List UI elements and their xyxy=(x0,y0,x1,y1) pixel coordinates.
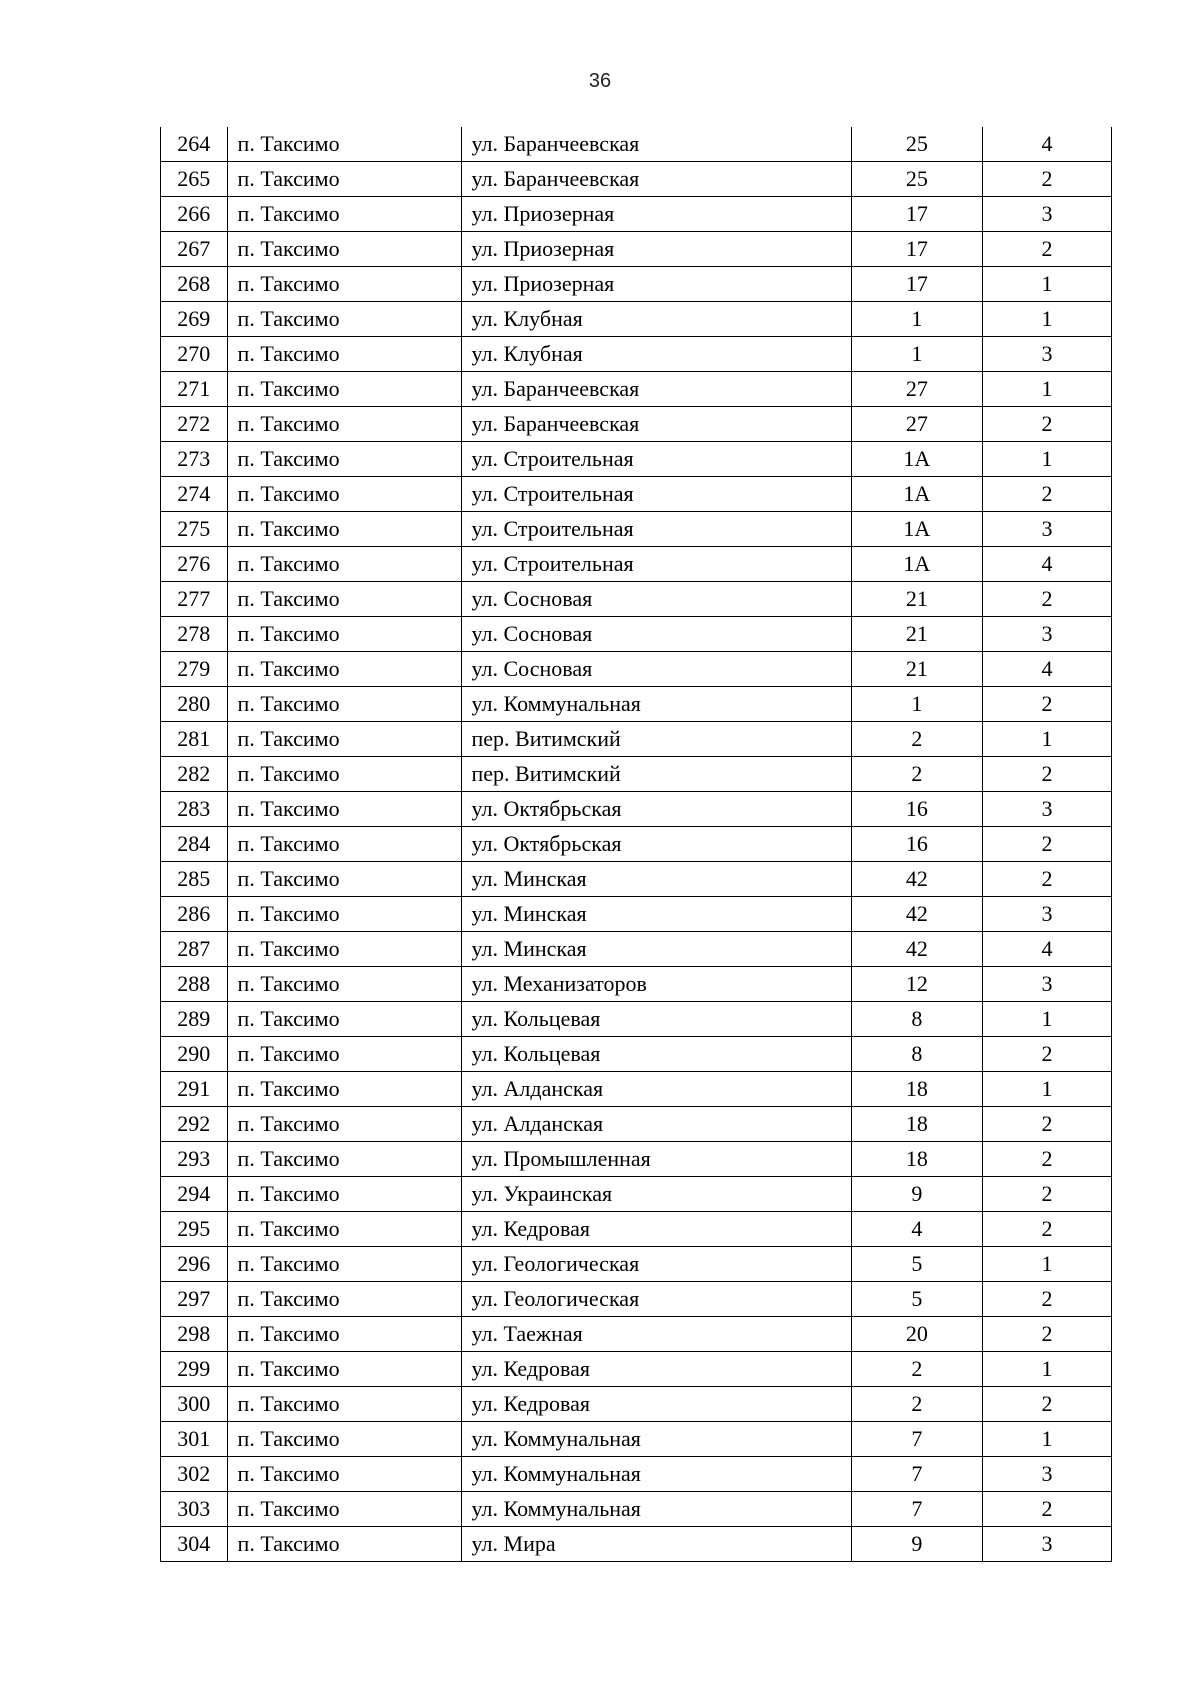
street-cell: ул. Минская xyxy=(461,897,851,932)
row-number-cell: 278 xyxy=(161,617,228,652)
row-number-cell: 280 xyxy=(161,687,228,722)
apartment-number-cell: 1 xyxy=(982,1247,1111,1282)
table-row xyxy=(161,687,1112,722)
apartment-number-cell: 1 xyxy=(982,1352,1111,1387)
row-number-cell: 265 xyxy=(161,162,228,197)
house-number-cell: 21 xyxy=(851,652,982,687)
apartment-number-cell: 3 xyxy=(982,792,1111,827)
table-row xyxy=(161,337,1112,372)
street-cell: ул. Кольцевая xyxy=(461,1037,851,1072)
table-row xyxy=(161,372,1112,407)
table-row xyxy=(161,582,1112,617)
street-cell: ул. Промышленная xyxy=(461,1142,851,1177)
table-row xyxy=(161,967,1112,1002)
street-cell: ул. Кедровая xyxy=(461,1352,851,1387)
apartment-number-cell: 2 xyxy=(982,1492,1111,1527)
table-row xyxy=(161,897,1112,932)
house-number-cell: 42 xyxy=(851,897,982,932)
apartment-number-cell: 4 xyxy=(982,127,1111,162)
street-cell: ул. Баранчеевская xyxy=(461,162,851,197)
row-number-cell: 277 xyxy=(161,582,228,617)
street-cell: ул. Коммунальная xyxy=(461,1457,851,1492)
table-row xyxy=(161,1107,1112,1142)
house-number-cell: 8 xyxy=(851,1002,982,1037)
row-number-cell: 290 xyxy=(161,1037,228,1072)
row-number-cell: 272 xyxy=(161,407,228,442)
settlement-cell: п. Таксимо xyxy=(227,1387,461,1422)
apartment-number-cell: 2 xyxy=(982,862,1111,897)
house-number-cell: 21 xyxy=(851,617,982,652)
house-number-cell: 17 xyxy=(851,232,982,267)
row-number-cell: 295 xyxy=(161,1212,228,1247)
house-number-cell: 7 xyxy=(851,1492,982,1527)
row-number-cell: 273 xyxy=(161,442,228,477)
apartment-number-cell: 2 xyxy=(982,582,1111,617)
settlement-cell: п. Таксимо xyxy=(227,1492,461,1527)
table-row xyxy=(161,757,1112,792)
house-number-cell: 25 xyxy=(851,162,982,197)
apartment-number-cell: 2 xyxy=(982,1037,1111,1072)
table-row xyxy=(161,162,1112,197)
row-number-cell: 283 xyxy=(161,792,228,827)
apartment-number-cell: 1 xyxy=(982,302,1111,337)
table-row xyxy=(161,232,1112,267)
settlement-cell: п. Таксимо xyxy=(227,862,461,897)
table-row xyxy=(161,547,1112,582)
settlement-cell: п. Таксимо xyxy=(227,547,461,582)
street-cell: ул. Минская xyxy=(461,862,851,897)
house-number-cell: 12 xyxy=(851,967,982,1002)
street-cell: ул. Баранчеевская xyxy=(461,372,851,407)
apartment-number-cell: 4 xyxy=(982,652,1111,687)
settlement-cell: п. Таксимо xyxy=(227,932,461,967)
street-cell: пер. Витимский xyxy=(461,757,851,792)
settlement-cell: п. Таксимо xyxy=(227,582,461,617)
house-number-cell: 42 xyxy=(851,932,982,967)
street-cell: ул. Октябрьская xyxy=(461,827,851,862)
house-number-cell: 18 xyxy=(851,1142,982,1177)
apartment-number-cell: 2 xyxy=(982,757,1111,792)
row-number-cell: 289 xyxy=(161,1002,228,1037)
apartment-number-cell: 1 xyxy=(982,1072,1111,1107)
street-cell: ул. Приозерная xyxy=(461,267,851,302)
apartment-number-cell: 1 xyxy=(982,442,1111,477)
row-number-cell: 303 xyxy=(161,1492,228,1527)
settlement-cell: п. Таксимо xyxy=(227,1107,461,1142)
settlement-cell: п. Таксимо xyxy=(227,1317,461,1352)
street-cell: ул. Сосновая xyxy=(461,652,851,687)
table-row xyxy=(161,127,1112,162)
house-number-cell: 18 xyxy=(851,1107,982,1142)
house-number-cell: 2 xyxy=(851,1352,982,1387)
house-number-cell: 8 xyxy=(851,1037,982,1072)
row-number-cell: 276 xyxy=(161,547,228,582)
table-row xyxy=(161,932,1112,967)
house-number-cell: 1 xyxy=(851,337,982,372)
settlement-cell: п. Таксимо xyxy=(227,442,461,477)
table-row xyxy=(161,1002,1112,1037)
row-number-cell: 298 xyxy=(161,1317,228,1352)
street-cell: ул. Коммунальная xyxy=(461,1422,851,1457)
settlement-cell: п. Таксимо xyxy=(227,1457,461,1492)
settlement-cell: п. Таксимо xyxy=(227,162,461,197)
street-cell: ул. Кедровая xyxy=(461,1212,851,1247)
street-cell: ул. Кольцевая xyxy=(461,1002,851,1037)
house-number-cell: 4 xyxy=(851,1212,982,1247)
apartment-number-cell: 3 xyxy=(982,512,1111,547)
apartment-number-cell: 2 xyxy=(982,827,1111,862)
street-cell: ул. Украинская xyxy=(461,1177,851,1212)
house-number-cell: 2 xyxy=(851,757,982,792)
row-number-cell: 264 xyxy=(161,127,228,162)
apartment-number-cell: 2 xyxy=(982,407,1111,442)
address-table xyxy=(160,127,1112,1562)
apartment-number-cell: 3 xyxy=(982,1457,1111,1492)
apartment-number-cell: 2 xyxy=(982,687,1111,722)
settlement-cell: п. Таксимо xyxy=(227,407,461,442)
street-cell: ул. Строительная xyxy=(461,477,851,512)
street-cell: ул. Строительная xyxy=(461,442,851,477)
table-row xyxy=(161,1527,1112,1562)
street-cell: ул. Коммунальная xyxy=(461,687,851,722)
row-number-cell: 297 xyxy=(161,1282,228,1317)
street-cell: ул. Таежная xyxy=(461,1317,851,1352)
apartment-number-cell: 1 xyxy=(982,372,1111,407)
table-row xyxy=(161,1492,1112,1527)
apartment-number-cell: 4 xyxy=(982,932,1111,967)
table-row xyxy=(161,1352,1112,1387)
table-row xyxy=(161,1457,1112,1492)
row-number-cell: 294 xyxy=(161,1177,228,1212)
settlement-cell: п. Таксимо xyxy=(227,722,461,757)
house-number-cell: 7 xyxy=(851,1457,982,1492)
apartment-number-cell: 2 xyxy=(982,1387,1111,1422)
house-number-cell: 16 xyxy=(851,792,982,827)
settlement-cell: п. Таксимо xyxy=(227,267,461,302)
row-number-cell: 287 xyxy=(161,932,228,967)
house-number-cell: 25 xyxy=(851,127,982,162)
table-row xyxy=(161,1072,1112,1107)
settlement-cell: п. Таксимо xyxy=(227,1212,461,1247)
settlement-cell: п. Таксимо xyxy=(227,617,461,652)
street-cell: пер. Витимский xyxy=(461,722,851,757)
house-number-cell: 1А xyxy=(851,477,982,512)
row-number-cell: 286 xyxy=(161,897,228,932)
row-number-cell: 284 xyxy=(161,827,228,862)
settlement-cell: п. Таксимо xyxy=(227,652,461,687)
house-number-cell: 17 xyxy=(851,197,982,232)
apartment-number-cell: 1 xyxy=(982,1422,1111,1457)
table-row xyxy=(161,407,1112,442)
street-cell: ул. Геологическая xyxy=(461,1282,851,1317)
table-row xyxy=(161,1282,1112,1317)
row-number-cell: 266 xyxy=(161,197,228,232)
apartment-number-cell: 3 xyxy=(982,897,1111,932)
house-number-cell: 18 xyxy=(851,1072,982,1107)
table-row xyxy=(161,477,1112,512)
table-row xyxy=(161,1037,1112,1072)
street-cell: ул. Минская xyxy=(461,932,851,967)
house-number-cell: 5 xyxy=(851,1247,982,1282)
house-number-cell: 2 xyxy=(851,1387,982,1422)
apartment-number-cell: 1 xyxy=(982,1002,1111,1037)
apartment-number-cell: 2 xyxy=(982,1212,1111,1247)
street-cell: ул. Баранчеевская xyxy=(461,407,851,442)
apartment-number-cell: 2 xyxy=(982,1317,1111,1352)
settlement-cell: п. Таксимо xyxy=(227,1422,461,1457)
settlement-cell: п. Таксимо xyxy=(227,897,461,932)
apartment-number-cell: 4 xyxy=(982,547,1111,582)
row-number-cell: 299 xyxy=(161,1352,228,1387)
row-number-cell: 301 xyxy=(161,1422,228,1457)
apartment-number-cell: 1 xyxy=(982,722,1111,757)
settlement-cell: п. Таксимо xyxy=(227,827,461,862)
table-row xyxy=(161,512,1112,547)
house-number-cell: 20 xyxy=(851,1317,982,1352)
table-row xyxy=(161,1317,1112,1352)
street-cell: ул. Сосновая xyxy=(461,617,851,652)
page-number: 36 xyxy=(588,70,612,92)
table-row xyxy=(161,1387,1112,1422)
house-number-cell: 1А xyxy=(851,547,982,582)
house-number-cell: 5 xyxy=(851,1282,982,1317)
table-row xyxy=(161,1212,1112,1247)
street-cell: ул. Клубная xyxy=(461,337,851,372)
house-number-cell: 17 xyxy=(851,267,982,302)
table-row xyxy=(161,862,1112,897)
street-cell: ул. Строительная xyxy=(461,512,851,547)
row-number-cell: 268 xyxy=(161,267,228,302)
settlement-cell: п. Таксимо xyxy=(227,372,461,407)
street-cell: ул. Октябрьская xyxy=(461,792,851,827)
row-number-cell: 274 xyxy=(161,477,228,512)
street-cell: ул. Строительная xyxy=(461,547,851,582)
settlement-cell: п. Таксимо xyxy=(227,1282,461,1317)
street-cell: ул. Баранчеевская xyxy=(461,127,851,162)
row-number-cell: 267 xyxy=(161,232,228,267)
settlement-cell: п. Таксимо xyxy=(227,127,461,162)
row-number-cell: 279 xyxy=(161,652,228,687)
table-row xyxy=(161,652,1112,687)
apartment-number-cell: 2 xyxy=(982,1282,1111,1317)
row-number-cell: 270 xyxy=(161,337,228,372)
house-number-cell: 16 xyxy=(851,827,982,862)
settlement-cell: п. Таксимо xyxy=(227,792,461,827)
apartment-number-cell: 3 xyxy=(982,967,1111,1002)
settlement-cell: п. Таксимо xyxy=(227,232,461,267)
settlement-cell: п. Таксимо xyxy=(227,1142,461,1177)
street-cell: ул. Геологическая xyxy=(461,1247,851,1282)
apartment-number-cell: 2 xyxy=(982,162,1111,197)
table-row xyxy=(161,302,1112,337)
house-number-cell: 1А xyxy=(851,442,982,477)
apartment-number-cell: 2 xyxy=(982,232,1111,267)
row-number-cell: 293 xyxy=(161,1142,228,1177)
table-row xyxy=(161,722,1112,757)
street-cell: ул. Мира xyxy=(461,1527,851,1562)
table-row xyxy=(161,827,1112,862)
house-number-cell: 21 xyxy=(851,582,982,617)
apartment-number-cell: 2 xyxy=(982,1107,1111,1142)
house-number-cell: 9 xyxy=(851,1527,982,1562)
apartment-number-cell: 2 xyxy=(982,477,1111,512)
settlement-cell: п. Таксимо xyxy=(227,757,461,792)
house-number-cell: 27 xyxy=(851,407,982,442)
row-number-cell: 302 xyxy=(161,1457,228,1492)
street-cell: ул. Коммунальная xyxy=(461,1492,851,1527)
house-number-cell: 2 xyxy=(851,722,982,757)
row-number-cell: 282 xyxy=(161,757,228,792)
settlement-cell: п. Таксимо xyxy=(227,1352,461,1387)
apartment-number-cell: 3 xyxy=(982,337,1111,372)
apartment-number-cell: 3 xyxy=(982,197,1111,232)
apartment-number-cell: 2 xyxy=(982,1142,1111,1177)
street-cell: ул. Кедровая xyxy=(461,1387,851,1422)
street-cell: ул. Сосновая xyxy=(461,582,851,617)
street-cell: ул. Приозерная xyxy=(461,232,851,267)
row-number-cell: 275 xyxy=(161,512,228,547)
street-cell: ул. Клубная xyxy=(461,302,851,337)
house-number-cell: 42 xyxy=(851,862,982,897)
row-number-cell: 285 xyxy=(161,862,228,897)
settlement-cell: п. Таксимо xyxy=(227,1037,461,1072)
settlement-cell: п. Таксимо xyxy=(227,1247,461,1282)
table-row xyxy=(161,197,1112,232)
row-number-cell: 281 xyxy=(161,722,228,757)
street-cell: ул. Механизаторов xyxy=(461,967,851,1002)
street-cell: ул. Алданская xyxy=(461,1072,851,1107)
house-number-cell: 9 xyxy=(851,1177,982,1212)
apartment-number-cell: 1 xyxy=(982,267,1111,302)
settlement-cell: п. Таксимо xyxy=(227,477,461,512)
settlement-cell: п. Таксимо xyxy=(227,1527,461,1562)
settlement-cell: п. Таксимо xyxy=(227,197,461,232)
table-row xyxy=(161,267,1112,302)
apartment-number-cell: 3 xyxy=(982,1527,1111,1562)
settlement-cell: п. Таксимо xyxy=(227,967,461,1002)
street-cell: ул. Алданская xyxy=(461,1107,851,1142)
table-row xyxy=(161,1142,1112,1177)
table-row xyxy=(161,792,1112,827)
row-number-cell: 288 xyxy=(161,967,228,1002)
settlement-cell: п. Таксимо xyxy=(227,1177,461,1212)
row-number-cell: 269 xyxy=(161,302,228,337)
apartment-number-cell: 3 xyxy=(982,617,1111,652)
row-number-cell: 291 xyxy=(161,1072,228,1107)
row-number-cell: 304 xyxy=(161,1527,228,1562)
table-row xyxy=(161,442,1112,477)
row-number-cell: 296 xyxy=(161,1247,228,1282)
settlement-cell: п. Таксимо xyxy=(227,302,461,337)
table-row xyxy=(161,1422,1112,1457)
settlement-cell: п. Таксимо xyxy=(227,687,461,722)
settlement-cell: п. Таксимо xyxy=(227,1002,461,1037)
apartment-number-cell: 2 xyxy=(982,1177,1111,1212)
house-number-cell: 1 xyxy=(851,302,982,337)
table-row xyxy=(161,617,1112,652)
house-number-cell: 1 xyxy=(851,687,982,722)
house-number-cell: 27 xyxy=(851,372,982,407)
settlement-cell: п. Таксимо xyxy=(227,1072,461,1107)
street-cell: ул. Приозерная xyxy=(461,197,851,232)
table-row xyxy=(161,1247,1112,1282)
settlement-cell: п. Таксимо xyxy=(227,512,461,547)
house-number-cell: 1А xyxy=(851,512,982,547)
address-table-body xyxy=(161,127,1112,1562)
settlement-cell: п. Таксимо xyxy=(227,337,461,372)
house-number-cell: 7 xyxy=(851,1422,982,1457)
row-number-cell: 300 xyxy=(161,1387,228,1422)
row-number-cell: 271 xyxy=(161,372,228,407)
row-number-cell: 292 xyxy=(161,1107,228,1142)
table-row xyxy=(161,1177,1112,1212)
